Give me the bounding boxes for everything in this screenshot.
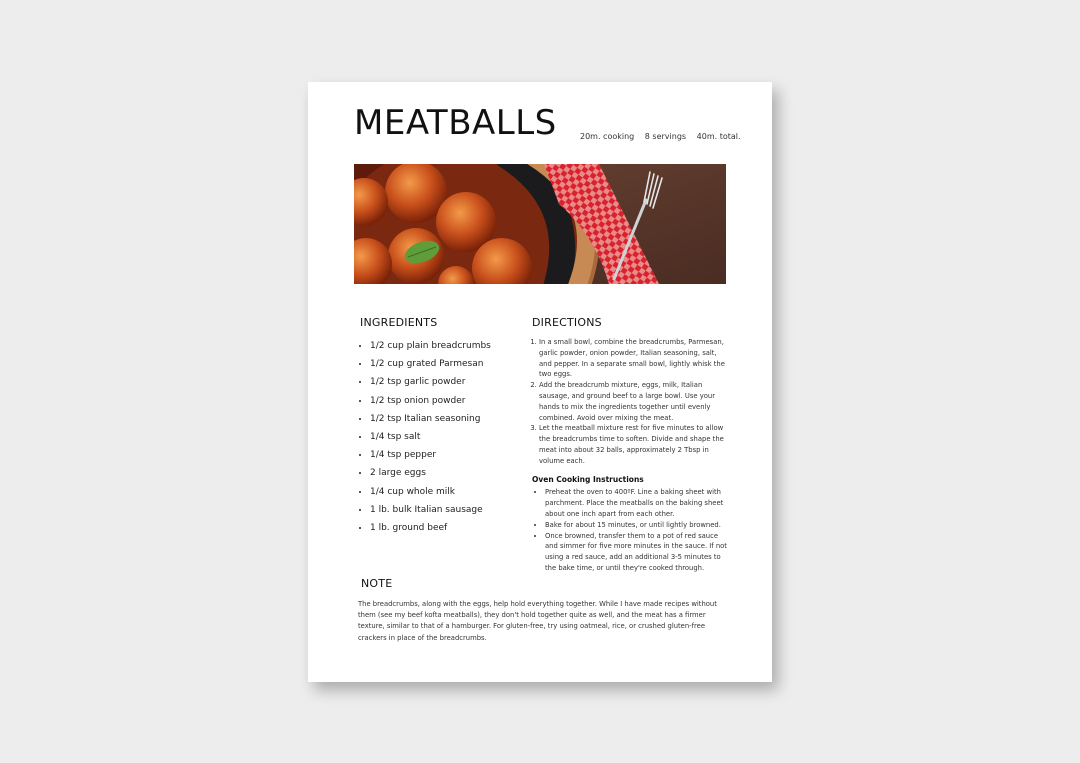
oven-heading: Oven Cooking Instructions <box>532 474 644 484</box>
directions-block <box>532 337 728 574</box>
recipe-page <box>308 82 772 682</box>
direction-step: 3. Let the meatball mixture rest for five minutes to allow the breadcrumbs time to soften. Divide and shape the meat into about 32 balls, approximately 2 Tbsp in volume each. <box>539 423 728 466</box>
ingredient-item: • 2 large eggs <box>370 464 491 482</box>
ingredient-item: • 1/2 tsp onion powder <box>370 392 491 410</box>
cook-time: 20m. cooking <box>580 132 635 141</box>
servings: 8 servings <box>644 132 687 141</box>
note-heading: NOTE <box>361 577 393 590</box>
ingredient-item: • 1/4 tsp salt <box>370 428 491 446</box>
ingredient-item: • 1 lb. bulk Italian sausage <box>370 501 491 519</box>
ingredient-item: • 1/2 tsp garlic powder <box>370 373 491 391</box>
direction-step: 1. In a small bowl, combine the breadcrumbs, Parmesan, garlic powder, onion powder, Italian seasoning, salt, and pepper. In a separate small bowl, lightly whisk the two eggs. <box>539 337 728 380</box>
ingredient-item: • 1/2 cup plain breadcrumbs <box>370 337 491 355</box>
recipe-meta <box>580 132 741 141</box>
oven-step: • Preheat the oven to 400ºF. Line a baking sheet with parchment. Place the meatballs on the baking sheet about one inch apart from each other. <box>545 487 728 519</box>
note-text: The breadcrumbs, along with the eggs, help hold everything together. While I have made recipes without them (see my beef kofta meatballs), they don't hold together quite as well, and the meat has a firmer texture, similar to that of a hamburger. For gluten-free, try using oatmeal, rice, or crushed gluten-free crackers in place of the breadcrumbs. <box>358 600 717 642</box>
ingredient-item: • 1/2 tsp Italian seasoning <box>370 410 491 428</box>
ingredient-item: • 1/4 tsp pepper <box>370 446 491 464</box>
recipe-title: MEATBALLS <box>354 103 557 143</box>
oven-step: • Bake for about 15 minutes, or until lightly browned. <box>545 520 728 531</box>
ingredients-list <box>358 337 491 537</box>
total-time: 40m. total. <box>696 132 741 141</box>
ingredient-item: • 1 lb. ground beef <box>370 519 491 537</box>
direction-step: 2. Add the breadcrumb mixture, eggs, milk, Italian sausage, and ground beef to a large bowl. Use your hands to mix the ingredients together until evenly combined. Avoid over mixing the meat. <box>539 380 728 423</box>
hero-image <box>354 164 726 284</box>
directions-heading: DIRECTIONS <box>532 316 602 329</box>
ingredient-item: • 1/2 cup grated Parmesan <box>370 355 491 373</box>
oven-steps-list <box>532 487 728 573</box>
directions-list <box>532 337 728 467</box>
ingredients-heading: INGREDIENTS <box>360 316 438 329</box>
ingredient-item: • 1/4 cup whole milk <box>370 483 491 501</box>
oven-step: • Once browned, transfer them to a pot of red sauce and simmer for five more minutes in the sauce. If not using a red sauce, add an additional 3-5 minutes to the bake time, or until they're cooked through. <box>545 531 728 574</box>
